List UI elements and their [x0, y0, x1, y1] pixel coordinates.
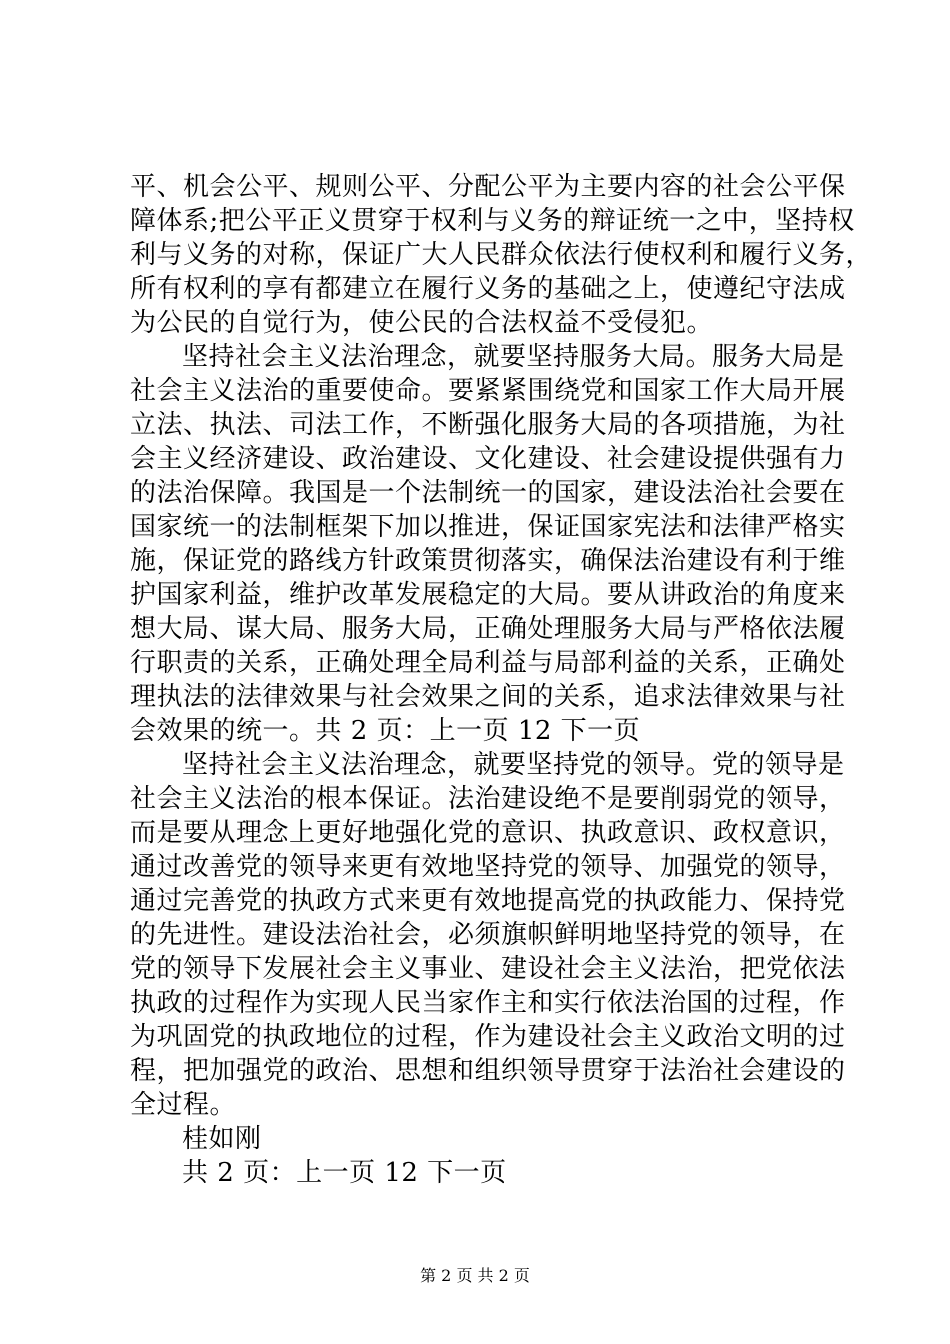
text-line: 障体系;把公平正义贯穿于权利与义务的辩证统一之中，坚持权: [130, 206, 855, 236]
text-line: 的法治保障。我国是一个法制统一的国家，建设法治社会要在: [130, 478, 846, 508]
page-footer: 第 2 页 共 2 页: [420, 1266, 530, 1285]
author-name: 桂如刚: [182, 1124, 262, 1154]
text-line: 平、机会公平、规则公平、分配公平为主要内容的社会公平保: [130, 172, 846, 202]
text-line: 护国家利益，维护改革发展稳定的大局。要从讲政治的角度来: [130, 580, 846, 610]
text-line: 执政的过程作为实现人民当家作主和实行依法治国的过程，作: [130, 988, 846, 1018]
text-line: 理执法的法律效果与社会效果之间的关系，追求法律效果与社: [130, 682, 846, 712]
text-line: 利与义务的对称，保证广大人民群众依法行使权利和履行义务，: [130, 240, 873, 270]
text-line: 会主义经济建设、政治建设、文化建设、社会建设提供强有力: [130, 444, 846, 474]
text-line: 党的领导下发展社会主义事业、建设社会主义法治，把党依法: [130, 954, 846, 984]
text-line: 立法、执法、司法工作，不断强化服务大局的各项措施，为社: [130, 410, 846, 440]
page-navigation-text: 共 2 页：上一页 12 下一页: [182, 1158, 507, 1188]
body-text: [130, 170, 873, 1190]
text-line: 通过改善党的领导来更有效地坚持党的领导、加强党的领导，: [130, 852, 846, 882]
text-line: 社会主义法治的根本保证。法治建设绝不是要削弱党的领导，: [130, 784, 846, 814]
paragraph-start: 坚持社会主义法治理念，就要坚持党的领导。党的领导是: [182, 750, 845, 780]
text-line: 全过程。: [130, 1090, 237, 1120]
text-line: 而是要从理念上更好地强化党的意识、执政意识、政权意识，: [130, 818, 846, 848]
text-line: 想大局、谋大局、服务大局，正确处理服务大局与严格依法履: [130, 614, 846, 644]
text-line: 通过完善党的执政方式来更有效地提高党的执政能力、保持党: [130, 886, 846, 916]
text-line: 为巩固党的执政地位的过程，作为建设社会主义政治文明的过: [130, 1022, 846, 1052]
text-line: 为公民的自觉行为，使公民的合法权益不受侵犯。: [130, 308, 714, 338]
text-line: 会效果的统一。共 2 页：上一页 12 下一页: [130, 716, 641, 746]
text-line: 所有权利的享有都建立在履行义务的基础之上，使遵纪守法成: [130, 274, 846, 304]
text-line: 程，把加强党的政治、思想和组织领导贯穿于法治社会建设的: [130, 1056, 846, 1086]
paragraph-start: 坚持社会主义法治理念，就要坚持服务大局。服务大局是: [182, 342, 845, 372]
text-line: 行职责的关系，正确处理全局利益与局部利益的关系，正确处: [130, 648, 846, 678]
text-line: 的先进性。建设法治社会，必须旗帜鲜明地坚持党的领导，在: [130, 920, 846, 950]
text-line: 国家统一的法制框架下加以推进，保证国家宪法和法律严格实: [130, 512, 846, 542]
text-line: 社会主义法治的重要使命。要紧紧围绕党和国家工作大局开展: [130, 376, 846, 406]
text-line: 施，保证党的路线方针政策贯彻落实，确保法治建设有利于维: [130, 546, 846, 576]
